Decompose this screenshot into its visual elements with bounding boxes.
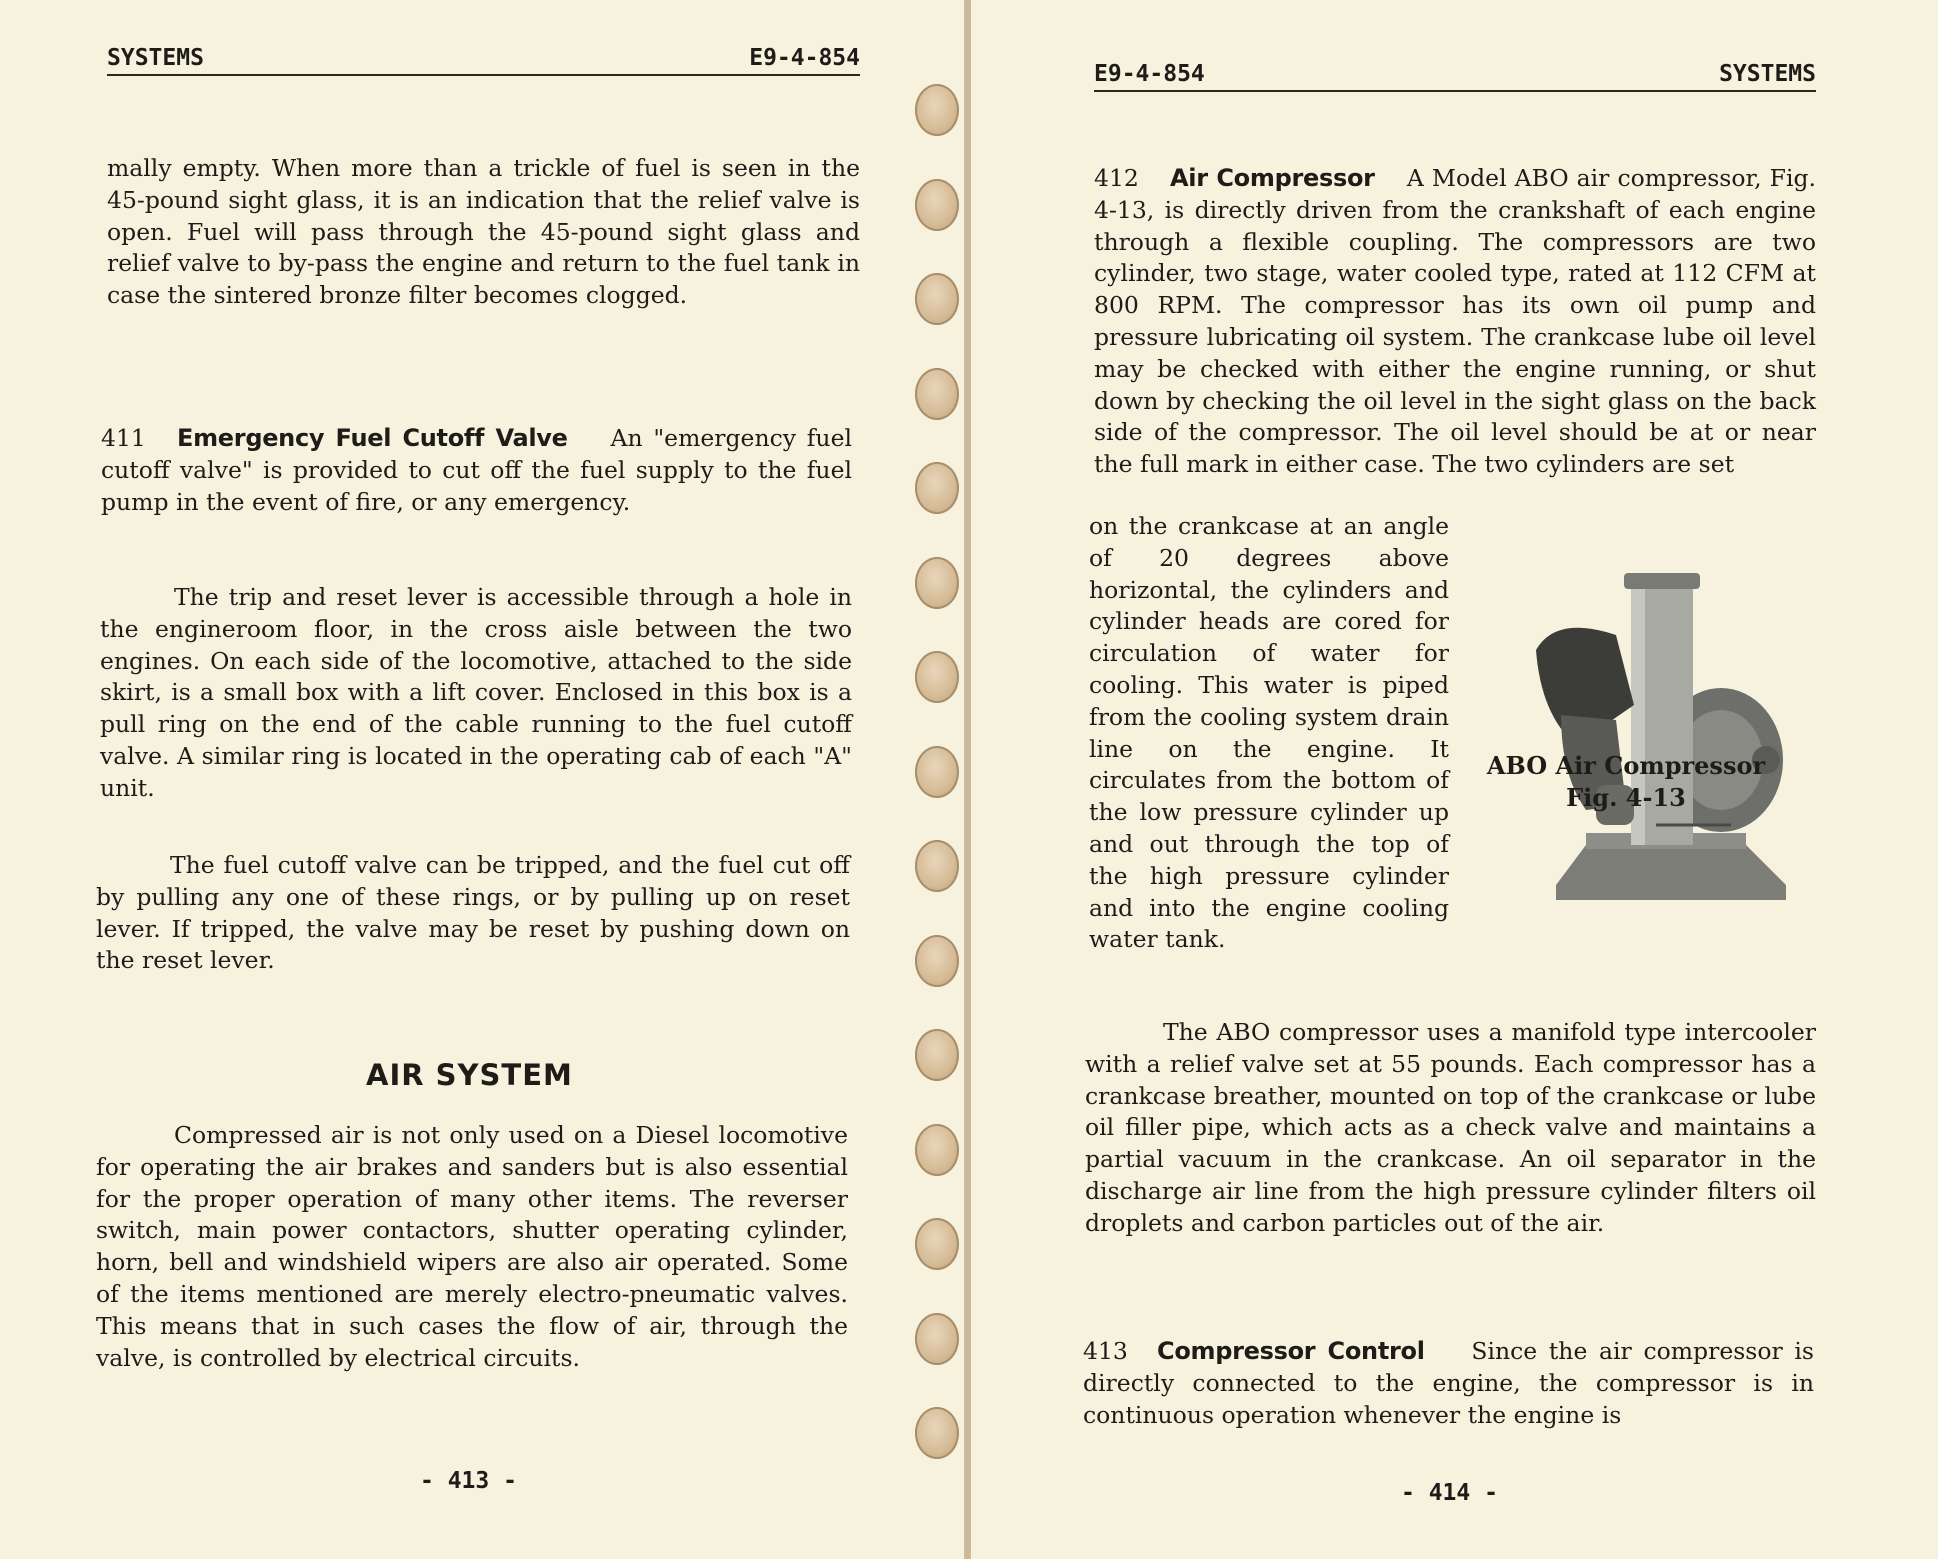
binder-hole-icon <box>915 462 959 514</box>
binder-hole-icon <box>915 557 959 609</box>
running-head-doc-number: E9-4-854 <box>1094 61 1205 87</box>
paragraph-cutoff: The fuel cutoff valve can be tripped, and the fuel cut off by pulling any one of these rings, or by pulling up on reset lever. If tripped, the valve may be reset by pushing down on the reset lever. <box>96 851 850 975</box>
binder-hole-icon <box>915 935 959 987</box>
section-number: 413 <box>1083 1337 1128 1365</box>
compressor-base <box>1556 845 1786 900</box>
running-head-right <box>1094 56 1816 92</box>
section-title: Compressor Control <box>1157 1337 1425 1365</box>
paragraph-abo-compressor: The ABO compressor uses a manifold type intercooler with a relief valve set at 55 pounds. Each compressor has a crankcase breather, mounted on top of the crankcase or lube oil filler pipe, which acts as a check valve and maintains a partial vacuum in the crankcase. An oil separator in the discharge air line from the high pressure cylinder filters oil droplets and carbon particles out of the air. <box>1085 1018 1816 1237</box>
section-text: A Model ABO air compressor, Fig. 4-13, is directly driven from the crankshaft of each engine through a flexible coupling. The compressors are two cylinder, two stage, water cooled type, rated at 112 CFM at 800 RPM. The compressor has its own oil pump and pressure lubricating oil system. The crankcase lube oil level may be checked with either the engine running, or shut down by checking the oil level in the sight glass on the back side of the compressor. The oil level should be at or near the full mark in either case. The two cylinders are set <box>1094 164 1816 479</box>
binder-hole-icon <box>915 746 959 798</box>
section-413 <box>1083 1336 1814 1431</box>
air-system-title: AIR SYSTEM <box>366 1058 573 1092</box>
binder-hole-icon <box>915 1218 959 1270</box>
section-title: Air Compressor <box>1170 164 1375 192</box>
binder-hole-icon <box>915 1029 959 1081</box>
section-title: Emergency Fuel Cutoff Valve <box>177 424 568 452</box>
running-head-section: SYSTEMS <box>107 45 204 71</box>
paragraph-compressed-air: Compressed air is not only used on a Diesel locomotive for operating the air brakes and sanders but is also essential for the proper operation of many other items. The reverser switch, main power contactors, shutter operating cylinder, horn, bell and windshield wipers are also air operated. Some of the items mentioned are merely electro-pneumatic valves. This means that in such cases the flow of air, through the valve, is controlled by electrical circuits. <box>96 1121 848 1372</box>
binder-hole-icon <box>915 1407 959 1459</box>
running-head-section: SYSTEMS <box>1719 61 1816 87</box>
page-number: - 413 - <box>420 1468 517 1494</box>
section-411 <box>101 423 852 518</box>
binder-hole-icon <box>915 368 959 420</box>
running-head-doc-number: E9-4-854 <box>749 45 860 71</box>
figure-caption <box>1401 750 1851 814</box>
figure-caption-number: Fig. 4-13 <box>1566 783 1686 812</box>
binder-hole-icon <box>915 840 959 892</box>
right-page <box>970 0 1938 1559</box>
section-text: Since the air compressor is directly connected to the engine, the compressor is in continuous operation whenever the engine is <box>1083 1337 1814 1429</box>
left-page <box>0 0 965 1559</box>
section-text: An "emergency fuel cutoff valve" is provided to cut off the fuel supply to the fuel pump in the event of fire, or any emergency. <box>101 424 852 516</box>
page-number: - 414 - <box>1401 1480 1498 1506</box>
section-412 <box>1094 163 1816 481</box>
section-number: 412 <box>1094 164 1139 192</box>
binder-hole-icon <box>915 84 959 136</box>
section-412-narrow-text: on the crankcase at an angle of 20 degrees above horizontal, the cylinders and cylinder heads are cored for circulation of water for cooling. This water is piped from the cooling system drain line on the engine. It circulates from the bottom of the low pressure cylinder up and out through the top of the high pressure cylinder and into the engine cooling water tank. <box>1089 512 1449 954</box>
running-head-left <box>107 40 860 76</box>
section-number: 411 <box>101 424 146 452</box>
binder-hole-icon <box>915 651 959 703</box>
paragraph-continuation: mally empty. When more than a trickle of fuel is seen in the 45-pound sight glass, it is an indication that the relief valve is open. Fuel will pass through the 45-pound sight glass and relief valve to by-pass the engine and return to the fuel tank in case the sintered bronze filter becomes clogged. <box>107 154 860 310</box>
binder-hole-icon <box>915 273 959 325</box>
binder-hole-icon <box>915 1124 959 1176</box>
paragraph-trip-lever: The trip and reset lever is accessible through a hole in the engineroom floor, in the cross aisle between the two engines. On each side of the locomotive, attached to the side skirt, is a small box with a lift cover. Enclosed in this box is a pull ring on the end of the cable running to the fuel cutoff valve. A similar ring is located in the operating cab of each "A" unit. <box>100 583 852 802</box>
binder-hole-icon <box>915 1313 959 1365</box>
abo-air-compressor-photo <box>1516 555 1816 905</box>
binder-hole-icon <box>915 179 959 231</box>
cylinder-cap <box>1624 573 1700 589</box>
figure-caption-title: ABO Air Compressor <box>1486 751 1766 780</box>
